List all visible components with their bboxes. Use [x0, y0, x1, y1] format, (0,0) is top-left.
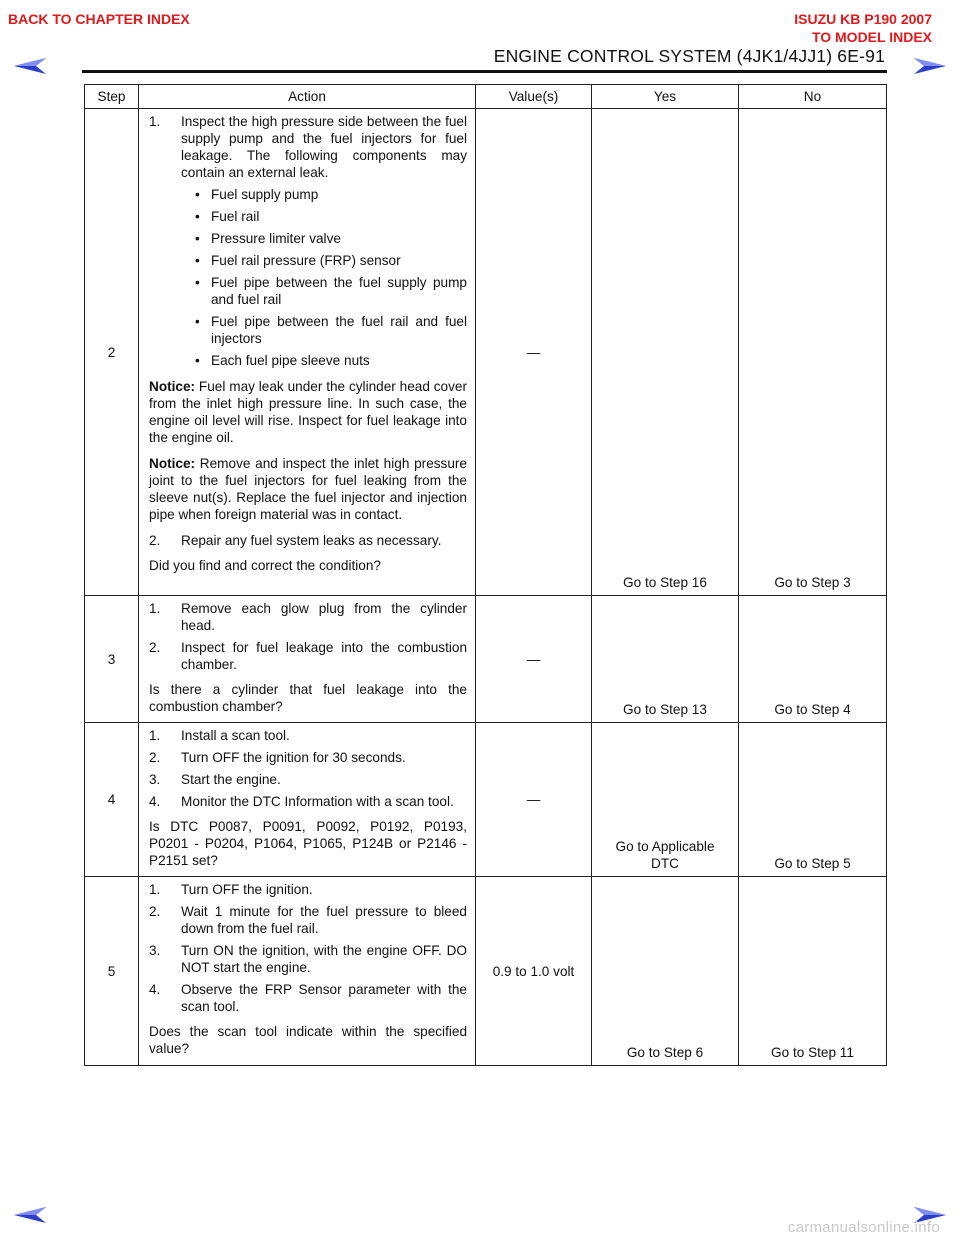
action-step: 1. Remove each glow plug from the cylinder head.	[149, 601, 467, 633]
table-row	[85, 723, 887, 877]
step-number: 2	[85, 109, 139, 596]
action-step: 3. Turn ON the ignition, with the engine OFF. DO NOT start the engine.	[149, 943, 467, 975]
watermark: carmanualsonline.info	[787, 1219, 940, 1236]
component-item: • Fuel pipe between the fuel supply pump and fuel rail	[195, 275, 467, 307]
diagnostic-question: Did you find and correct the condition?	[149, 558, 381, 573]
table-row	[85, 596, 887, 723]
value-cell: —	[476, 723, 592, 877]
action-step: 1. Install a scan tool.	[149, 728, 290, 743]
page-header-title: ENGINE CONTROL SYSTEM (4JK1/4JJ1) 6E-91	[493, 46, 885, 66]
no-result: Go to Step 5	[739, 723, 887, 877]
action-step: 2. Inspect for fuel leakage into the combustion chamber.	[149, 640, 467, 672]
diagnostic-question: Is there a cylinder that fuel leakage into the combustion chamber?	[149, 682, 467, 714]
action-step: 2. Turn OFF the ignition for 30 seconds.	[149, 750, 406, 765]
step-number: 5	[85, 877, 139, 1066]
component-item: • Fuel supply pump	[195, 187, 319, 202]
previous-page-arrow-icon[interactable]	[12, 56, 48, 76]
to-model-index-link[interactable]: TO MODEL INDEX	[811, 29, 932, 45]
value-cell: —	[476, 596, 592, 723]
value-cell: 0.9 to 1.0 volt	[476, 877, 592, 1066]
value-cell: —	[476, 109, 592, 596]
diagnostic-table	[84, 84, 887, 1066]
action-cell	[139, 596, 476, 723]
table-header-row	[85, 85, 887, 109]
yes-result: Go to Step 13	[592, 596, 739, 723]
diagnostic-question: Does the scan tool indicate within the specified value?	[149, 1024, 467, 1056]
component-item: • Fuel rail	[195, 209, 260, 224]
diagnostic-question: Is DTC P0087, P0091, P0092, P0192, P0193, P0201 - P0204, P1064, P1065, P124B or P2146 - P2151 set?	[149, 819, 467, 868]
step-number: 4	[85, 723, 139, 877]
action-step: 1. Inspect the high pressure side between the fuel supply pump and the fuel injectors for fuel leakage. The following components may contain an external leak.	[149, 114, 467, 180]
action-step: 4. Observe the FRP Sensor parameter with the scan tool.	[149, 982, 467, 1014]
notice-paragraph: Notice: Remove and inspect the inlet high pressure joint to the fuel injectors for fuel leaking from the sleeve nut(s). Replace the fuel injector and injection pipe when foreign material was in contact.	[149, 456, 467, 522]
component-item: • Each fuel pipe sleeve nuts	[195, 353, 370, 368]
notice-paragraph: Notice: Fuel may leak under the cylinder head cover from the inlet high pressure line. In such case, the engine oil level will rise. Inspect for fuel leakage into the engine oil.	[149, 379, 467, 445]
yes-result: Go to Step 6	[592, 877, 739, 1066]
table-row	[85, 109, 887, 596]
action-cell	[139, 723, 476, 877]
header-action: Action	[139, 85, 476, 109]
yes-result: Go to Step 16	[592, 109, 739, 596]
yes-result: Go to Applicable DTC	[592, 723, 739, 877]
action-cell	[139, 877, 476, 1066]
component-item: • Pressure limiter valve	[195, 231, 341, 246]
action-step: 1. Turn OFF the ignition.	[149, 882, 313, 897]
table-row	[85, 877, 887, 1066]
header-yes: Yes	[592, 85, 739, 109]
model-title[interactable]: ISUZU KB P190 2007	[794, 11, 932, 27]
header-step: Step	[85, 85, 139, 109]
header-divider	[82, 70, 887, 73]
action-step: 2. Wait 1 minute for the fuel pressure to bleed down from the fuel rail.	[149, 904, 467, 936]
previous-page-arrow-icon[interactable]	[12, 1205, 48, 1225]
next-page-arrow-icon[interactable]	[912, 56, 948, 76]
header-no: No	[739, 85, 887, 109]
no-result: Go to Step 4	[739, 596, 887, 723]
action-cell	[139, 109, 476, 596]
action-step: 3. Start the engine.	[149, 772, 281, 787]
back-to-chapter-index-link[interactable]: BACK TO CHAPTER INDEX	[8, 11, 190, 27]
no-result: Go to Step 11	[739, 877, 887, 1066]
action-step: 2. Repair any fuel system leaks as necessary.	[149, 533, 442, 548]
step-number: 3	[85, 596, 139, 723]
action-step: 4. Monitor the DTC Information with a scan tool.	[149, 794, 454, 809]
no-result: Go to Step 3	[739, 109, 887, 596]
component-item: • Fuel rail pressure (FRP) sensor	[195, 253, 401, 268]
header-value: Value(s)	[476, 85, 592, 109]
component-item: • Fuel pipe between the fuel rail and fuel injectors	[195, 314, 467, 346]
